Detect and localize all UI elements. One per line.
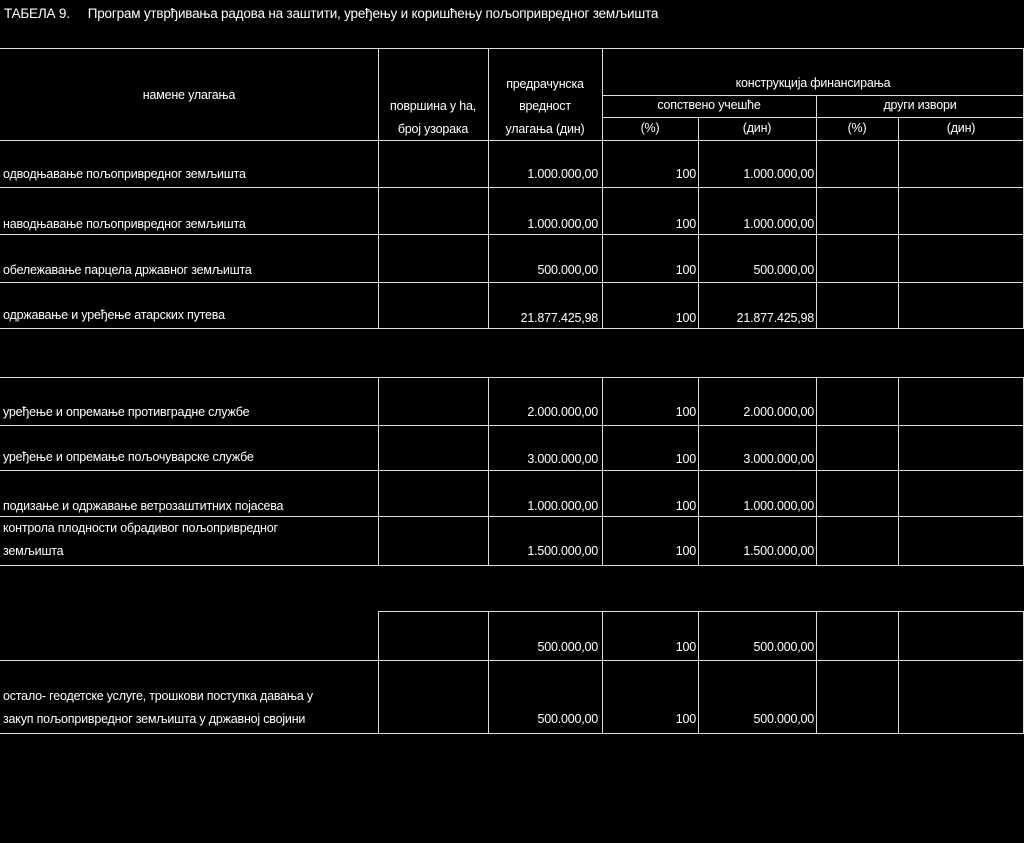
row-own-din: 1.500.000,00 <box>743 544 814 558</box>
row-own-din: 1.000.000,00 <box>743 499 814 513</box>
header-estimate-line1: предрачунска <box>506 77 584 91</box>
row-value: 500.000,00 <box>537 263 598 277</box>
row-own-din: 500.000,00 <box>753 712 814 726</box>
row-purpose-line1: остало- геодетске услуге, трошкови поступка давања у <box>3 689 313 703</box>
grid-line <box>0 328 1024 329</box>
grid-line <box>0 377 1024 378</box>
row-purpose: одводњавање пољопривредног земљишта <box>3 167 246 181</box>
row-own-pct: 100 <box>675 640 696 654</box>
grid-line <box>0 565 1024 566</box>
header-own-din: (дин) <box>742 121 772 135</box>
row-value: 1.000.000,00 <box>527 167 598 181</box>
header-other-din: (дин) <box>946 121 976 135</box>
row-own-pct: 100 <box>675 452 696 466</box>
row-own-pct: 100 <box>675 499 696 513</box>
row-own-pct: 100 <box>675 712 696 726</box>
row-purpose: уређење и опремање противградне службе <box>3 405 250 419</box>
row-own-din: 500.000,00 <box>753 263 814 277</box>
grid-line <box>0 48 1024 49</box>
table-number: ТАБЕЛА 9. <box>4 6 70 21</box>
table-caption: Програм утврђивања радова на заштити, уређењу и коришћењу пољопривредног земљишта <box>87 6 659 21</box>
row-value: 2.000.000,00 <box>527 405 598 419</box>
row-purpose-line2: земљишта <box>3 544 64 558</box>
header-estimate-line3: улагања (дин) <box>505 122 585 136</box>
header-own-pct: (%) <box>640 121 660 135</box>
grid-line <box>378 611 1024 612</box>
grid-line <box>0 187 1024 188</box>
grid-line <box>602 117 1024 118</box>
grid-line <box>816 611 817 733</box>
row-own-pct: 100 <box>675 405 696 419</box>
row-value: 1.000.000,00 <box>527 217 598 231</box>
row-value: 21.877.425,98 <box>520 311 598 325</box>
grid-line <box>378 140 379 328</box>
grid-line <box>378 377 379 565</box>
row-purpose: уређење и опремање пољочуварске службе <box>3 450 254 464</box>
row-purpose: наводњавање пољопривредног земљишта <box>3 217 246 231</box>
grid-line <box>378 611 379 733</box>
row-own-pct: 100 <box>675 263 696 277</box>
grid-line <box>0 234 1024 235</box>
row-purpose: обележавање парцела државног земљишта <box>3 263 252 277</box>
row-purpose-line1: контрола плодности обрадивог пољопривредног <box>3 521 278 535</box>
row-purpose: подизање и одржавање ветрозаштитних појасева <box>3 499 284 513</box>
row-purpose-line2: закуп пољопривредног земљишта у државној својини <box>3 712 306 726</box>
row-own-pct: 100 <box>675 311 696 325</box>
grid-line <box>602 95 1024 96</box>
row-value: 3.000.000,00 <box>527 452 598 466</box>
header-other-pct: (%) <box>847 121 867 135</box>
grid-line <box>0 282 1024 283</box>
grid-line <box>0 733 1024 734</box>
row-value: 1.000.000,00 <box>527 499 598 513</box>
row-own-din: 21.877.425,98 <box>736 311 814 325</box>
row-value: 500.000,00 <box>537 640 598 654</box>
grid-line <box>816 377 817 565</box>
grid-line <box>0 516 1024 517</box>
header-own: сопствено учешће <box>657 98 761 112</box>
header-other: други извори <box>883 98 957 112</box>
grid-line <box>0 470 1024 471</box>
header-estimate-line2: вредност <box>519 99 571 113</box>
table-title <box>4 6 658 21</box>
row-own-pct: 100 <box>675 167 696 181</box>
row-value: 1.500.000,00 <box>527 544 598 558</box>
grid-line <box>0 660 1024 661</box>
header-area-line2: број узорака <box>397 122 469 136</box>
grid-line <box>898 140 899 328</box>
row-own-pct: 100 <box>675 544 696 558</box>
grid-line <box>898 377 899 565</box>
header-area-line1: површина у ha, <box>390 99 476 113</box>
row-own-din: 500.000,00 <box>753 640 814 654</box>
row-own-din: 2.000.000,00 <box>743 405 814 419</box>
row-own-din: 1.000.000,00 <box>743 217 814 231</box>
grid-line <box>0 140 1024 141</box>
grid-line <box>898 611 899 733</box>
row-purpose: одржавање и уређење атарских путева <box>3 308 225 322</box>
row-value: 500.000,00 <box>537 712 598 726</box>
row-own-din: 1.000.000,00 <box>743 167 814 181</box>
grid-line <box>816 140 817 328</box>
row-own-pct: 100 <box>675 217 696 231</box>
header-financing: конструкција финансирања <box>735 76 891 90</box>
header-purpose: намене улагања <box>142 88 236 102</box>
grid-line <box>0 425 1024 426</box>
row-own-din: 3.000.000,00 <box>743 452 814 466</box>
